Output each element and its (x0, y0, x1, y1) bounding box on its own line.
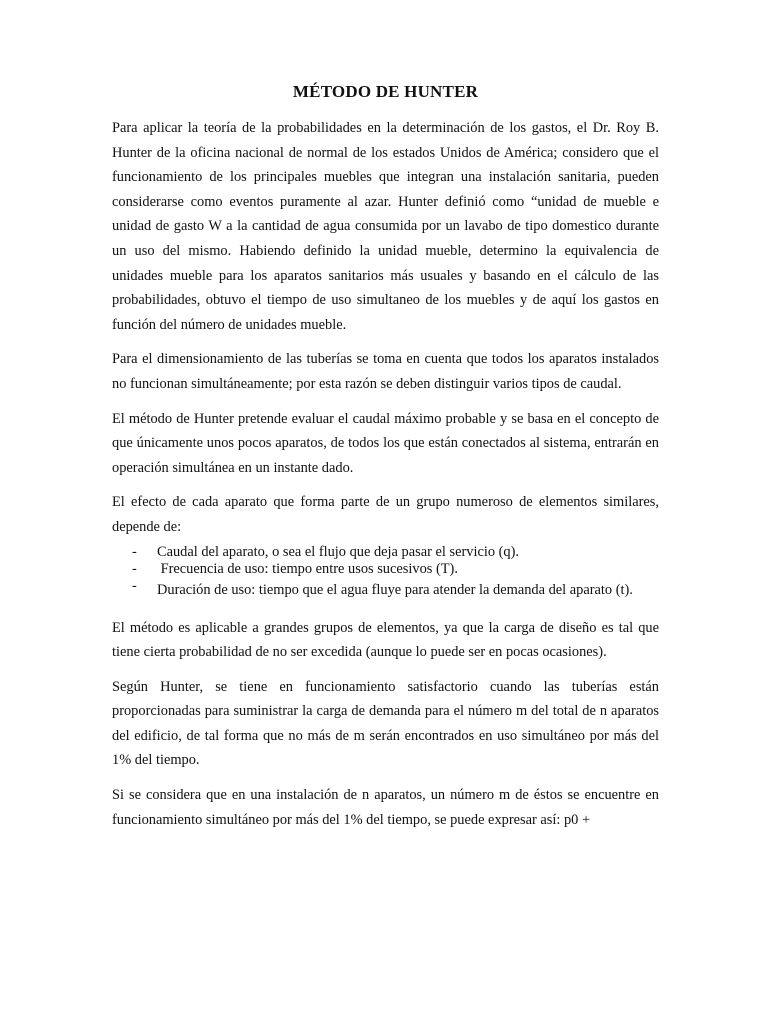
bullet-text: Duración de uso: tiempo que el agua fluye para atender la demanda del aparato (t). (157, 581, 633, 598)
document-page (112, 82, 659, 842)
bullet-text: Frecuencia de uso: tiempo entre usos sucesivos (T). (157, 560, 458, 577)
paragraph-aplicable: El método es aplicable a grandes grupos de elementos, ya que la carga de diseño es tal que tiene cierta probabilidad de no ser excedida (aunque lo puede ser en pocas ocasiones). (112, 619, 659, 661)
bullet-dash: - (132, 560, 137, 577)
paragraph-instalacion-n-aparatos: Si se considera que en una instalación de n aparatos, un número m de éstos se encuentre en funcionamiento simultáneo por más del 1% del tiempo, se puede expresar así: p0 + (112, 787, 659, 828)
paragraph-metodo-hunter: El método de Hunter pretende evaluar el caudal máximo probable y se basa en el concepto de que únicamente unos pocos aparatos, de todos los que están conectados al sistema, entrarán en operación simultánea en un instante dado. (112, 410, 659, 476)
document-title: MÉTODO DE HUNTER (292, 82, 479, 101)
list-item (112, 544, 659, 561)
paragraph-segun-hunter: Según Hunter, se tiene en funcionamiento satisfactorio cuando las tuberías están proporcionadas para suministrar la carga de demanda para el número m del total de n aparatos del edificio, de tal forma que no más de m serán encontrados en uso simultáneo por más del 1% del tiempo. (112, 678, 659, 769)
paragraph-efecto-aparato: El efecto de cada aparato que forma parte de un grupo numeroso de elementos similares, depende de: (112, 494, 659, 535)
list-item (112, 578, 659, 602)
bullet-text: Caudal del aparato, o sea el flujo que deja pasar el servicio (q). (157, 543, 520, 560)
paragraph-dimensionamiento: Para el dimensionamiento de las tuberías se toma en cuenta que todos los aparatos instalados no funcionan simultáneamente; por esta razón se deben distinguir varios tipos de caudal. (112, 351, 659, 392)
bullet-list (112, 544, 659, 602)
list-item (112, 561, 659, 578)
bullet-dash: - (132, 543, 137, 560)
bullet-dash: - (132, 577, 137, 594)
paragraph-hunter-intro: Para aplicar la teoría de la probabilidades en la determinación de los gastos, el Dr. Roy B. Hunter de la oficina nacional de normal de los estados Unidos de América; considero que el funcionamiento de los principales muebles que integran una instalación sanitaria, pueden considerarse como eventos puramente al azar. Hunter definió como “unidad de mueble e unidad de gasto W a la cantidad de agua consumida por un lavabo de tipo domestico durante un uso del mismo. Habiendo definido la unidad mueble, determino la equivalencia de unidades mueble para los aparatos sanitarios más usuales y basando en el cálculo de las probabilidades, obtuvo el tiempo de uso simultaneo de los muebles y de aquí los gastos en función del número de unidades mueble. (112, 120, 659, 333)
